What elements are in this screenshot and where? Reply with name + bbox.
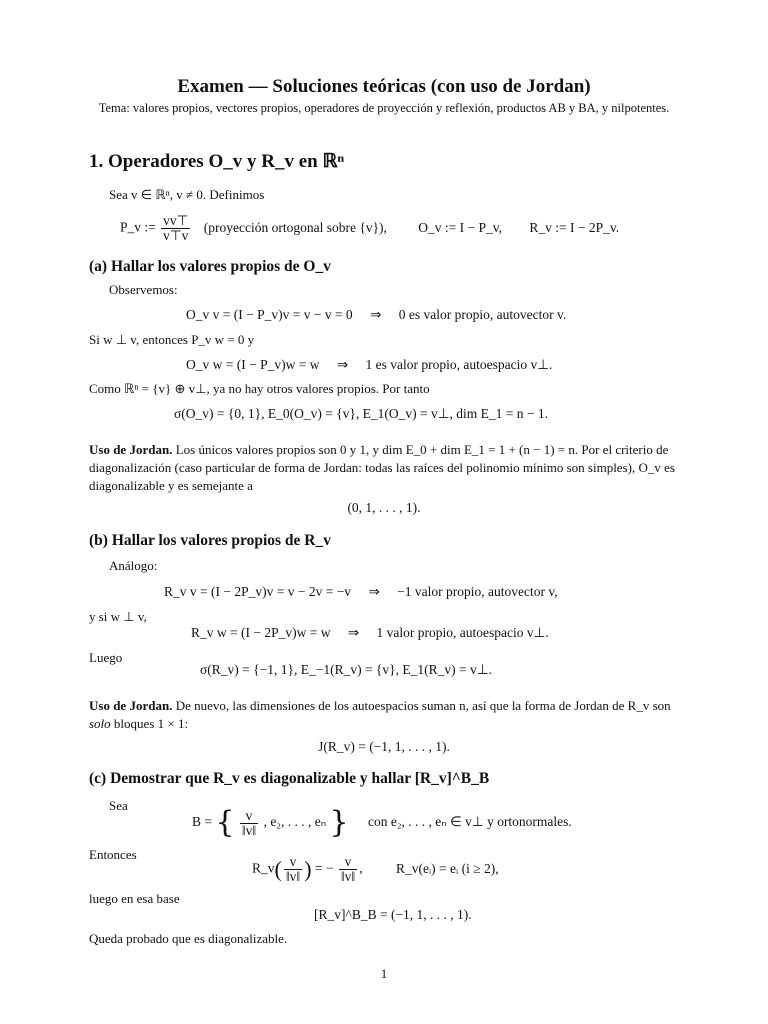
frac-denominator: ‖v‖ [285, 869, 301, 884]
frac-numerator: v [339, 855, 357, 870]
part-c-heading: (c) Demostrar que R_v es diagonalizable y hallar [R_v]^B_B [89, 770, 490, 787]
implies-arrow: ⇒ [347, 625, 360, 640]
part-a-eq2-conclusion: 1 es valor propio, autoespacio v⊥. [365, 357, 553, 372]
part-c-eq1 [252, 855, 499, 884]
implies-arrow: ⇒ [336, 357, 349, 372]
part-a-jordan-paragraph [89, 441, 681, 495]
implies-arrow: ⇒ [368, 584, 380, 599]
part-a-eq1-conclusion: 0 es valor propio, autovector v. [398, 307, 567, 322]
part-b-eq1-expr: R_v v = (I − 2P_v)v = v − 2v = −v [164, 584, 352, 599]
def-pv-lhs: P_v := [120, 219, 156, 235]
part-b-eq1-conclusion: −1 valor propio, autovector v, [397, 584, 558, 599]
page-number: 1 [380, 966, 388, 981]
def-pv-text: (proyección ortogonal sobre {v}), [203, 219, 387, 235]
part-b-line-w: y si w ⊥ v, [89, 609, 147, 624]
def-ov: O_v := I − P_v, [418, 219, 503, 235]
page-title: Examen — Soluciones teóricas (con uso de Jordan) [177, 76, 591, 97]
part-a-observe: Observemos: [109, 282, 178, 297]
part-a-jordan-text: Los únicos valores propios son 0 y 1, y dim E_0 + dim E_1 = 1 + (n − 1) = n. Por el criterio de diagonalización (caso particular de forma de Jordan: todas las raíces del polinomio mínimo son simples), O_v es diagonalizable y es semejante a [89, 442, 675, 493]
open-paren: ( [274, 856, 282, 882]
part-c-eq1-right: R_v(eᵢ) = eᵢ (i ≥ 2), [395, 860, 499, 876]
section-1-intro: Sea v ∈ ℝⁿ, v ≠ 0. Definimos [109, 187, 265, 202]
basis-fraction [240, 809, 258, 838]
frac-numerator: v [284, 855, 302, 870]
implies-arrow: ⇒ [370, 307, 382, 322]
definitions-line [120, 214, 619, 243]
part-c-eq2: [R_v]^B_B = (−1, 1, . . . , 1). [314, 907, 472, 922]
part-a-line-sum: Como ℝⁿ = {v} ⊕ v⊥, ya no hay otros valores propios. Por tanto [89, 381, 430, 396]
basis-denominator: ‖v‖ [241, 822, 257, 838]
part-a-eq2 [186, 356, 552, 374]
jordan-label: Uso de Jordan. [89, 442, 173, 457]
part-c-luego-base: luego en esa base [89, 891, 180, 906]
close-paren: ) [304, 856, 312, 882]
part-b-eq2 [191, 624, 549, 642]
part-a-eq2-expr: O_v w = (I − P_v)w = w [186, 357, 320, 372]
def-pv-fraction [161, 214, 190, 243]
part-b-luego: Luego [89, 650, 123, 665]
part-a-heading: (a) Hallar los valores propios de O_v [89, 258, 331, 275]
part-b-heading: (b) Hallar los valores propios de R_v [89, 532, 331, 549]
part-a-eq1 [186, 306, 566, 324]
part-a-line-w: Si w ⊥ v, entonces P_v w = 0 y [89, 332, 255, 347]
part-b-eq3: σ(R_v) = {−1, 1}, E_−1(R_v) = {v}, E_1(R_v) = v⊥. [200, 662, 492, 677]
basis-lhs: B = [192, 814, 212, 830]
part-c-sea: Sea [109, 798, 128, 813]
part-c-eq1-mid: = − [314, 860, 334, 876]
part-c-conclusion: Queda probado que es diagonalizable. [89, 931, 288, 946]
basis-condition: con e₂, . . . , eₙ ∈ v⊥ y ortonormales. [367, 814, 572, 830]
frac-denominator: ‖v‖ [340, 869, 356, 884]
part-a-eq3: σ(O_v) = {0, 1}, E_0(O_v) = {v}, E_1(O_v) = v⊥, dim E_1 = n − 1. [174, 406, 548, 421]
part-b-eq1 [164, 583, 558, 601]
page-subtitle: Tema: valores propios, vectores propios, operadores de proyección y reflexión, productos AB y BA, y nilpotentes. [98, 101, 670, 115]
part-b-jordan-text-2: bloques 1 × 1: [113, 716, 189, 731]
part-b-eq2-conclusion: 1 valor propio, autoespacio v⊥. [376, 625, 549, 640]
jordan-label: Uso de Jordan. [89, 698, 173, 713]
part-b-jordan-text-1: De nuevo, las dimensiones de los autoespacios suman n, así que la forma de Jordan de R_v son [175, 698, 671, 713]
basis-rest: , e₂, . . . , eₙ [263, 814, 327, 830]
part-b-jordan-paragraph [89, 697, 681, 733]
part-c-basis [192, 805, 572, 840]
part-b-jordan-eq: J(R_v) = (−1, 1, . . . , 1). [318, 739, 450, 754]
basis-open-brace: { [215, 805, 235, 840]
def-pv-denominator: v⊤v [163, 228, 189, 243]
part-a-jordan-eq: (0, 1, . . . , 1). [347, 500, 421, 515]
basis-close-brace: } [329, 805, 349, 840]
part-b-eq2-expr: R_v w = (I − 2P_v)w = w [191, 625, 331, 640]
part-c-entonces: Entonces [89, 847, 137, 862]
part-c-eq1-end: , [359, 860, 363, 876]
part-a-eq1-expr: O_v v = (I − P_v)v = v − v = 0 [186, 307, 353, 322]
part-c-eq1-frac-left [284, 855, 302, 884]
section-1-heading: 1. Operadores O_v y R_v en ℝⁿ [89, 151, 345, 172]
part-c-eq1-lhs: R_v [252, 860, 275, 876]
part-b-jordan-emphasis: solo [89, 716, 111, 731]
basis-numerator: v [240, 809, 258, 824]
part-c-eq1-frac-right [339, 855, 357, 884]
def-pv-numerator: vv⊤ [163, 213, 189, 228]
part-b-analog: Análogo: [109, 558, 158, 573]
def-rv: R_v := I − 2P_v. [529, 219, 620, 235]
